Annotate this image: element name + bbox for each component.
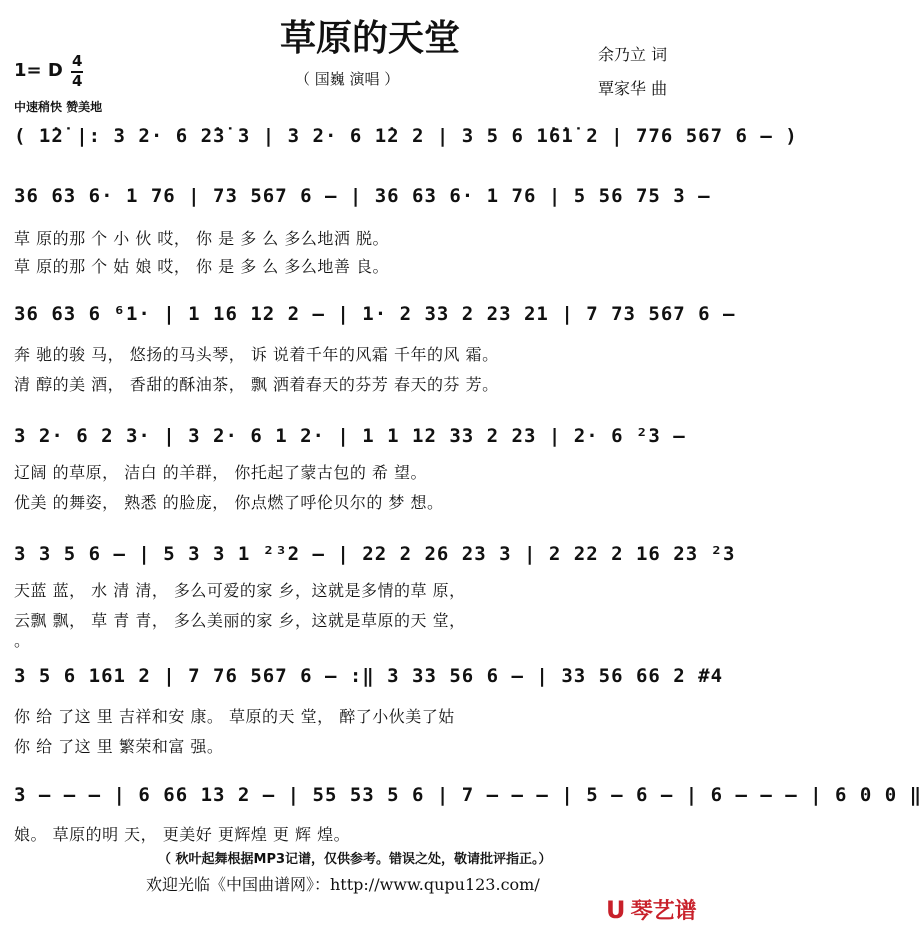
line2-notes: 36 63 6 ⁶1· | 1 16 12 2 – | 1· 2 33 2 23 21 | 7 73 567 6 – (14, 303, 736, 325)
website-credit: 欢迎光临《中国曲谱网》：http://www.qupu123.com/ (146, 875, 540, 894)
line1-lyric-verse2: 草 原的那 个 姑 娘 哎， 你 是 多 么 多么地善 良。 (14, 257, 389, 276)
line6-notes: 3 – – – | 6 66 13 2 – | 55 53 5 6 | 7 – – – | 5 – 6 – | 6 – – – | 6 0 0 ‖ (14, 784, 922, 806)
line5-continuation-mark: 。 (14, 631, 31, 650)
line3-notes: 3 2· 6 2 3· | 3 2· 6 1 2· | 1 1 12 33 2 23 | 2· 6 ²3 – (14, 425, 686, 447)
key-signature: 1= D (14, 60, 63, 81)
line5-lyric-verse1: 你 给 了这 里 吉祥和安 康。 草原的天 堂， 醉了小伙美了姑 (14, 707, 455, 726)
line4-lyric-verse1: 天蓝 蓝， 水 清 清， 多么可爱的家 乡，这就是多情的草 原， (14, 581, 466, 600)
composer-credit: 覃家华 曲 (598, 79, 668, 98)
logo-text: 琴艺谱 (630, 899, 697, 924)
line6-lyric: 娘。 草原的明 天， 更美好 更辉煌 更 辉 煌。 (14, 825, 351, 844)
line2-lyric-verse1: 奔 驰的骏 马， 悠扬的马头琴， 诉 说着千年的风霜 千年的风 霜。 (14, 345, 499, 364)
site-logo (606, 894, 697, 925)
intro-notes: ( 1̇2̇ |: 3 2· 6 2̇3̇ 3 | 3 2· 6 1̇2 2 | 3 5 6 1̇6̇1̇ 2 | 776 567 6 – ) (14, 125, 798, 147)
lyricist-credit: 余乃立 词 (598, 45, 668, 64)
line2-lyric-verse2: 清 醇的美 酒， 香甜的酥油茶， 飘 洒着春天的芬芳 春天的芬 芳。 (14, 375, 499, 394)
tempo-marking: 中速稍快 赞美地 (14, 100, 103, 114)
line3-lyric-verse1: 辽阔 的草原， 洁白 的羊群， 你托起了蒙古包的 希 望。 (14, 463, 428, 482)
line5-notes: 3 5 6 161 2 | 7 76 567 6 – :‖ 3 33 56 6 – | 33 56 66 2 #4 (14, 665, 724, 687)
singer-credit: （ 国巍 演唱 ） (295, 70, 400, 88)
line1-notes: 36 63 6· 1 76 | 73 567 6 – | 36 63 6· 1 76 | 5 56 75 3 – (14, 185, 711, 207)
logo-mark-icon: ᑌ (606, 896, 626, 924)
line5-lyric-verse2: 你 给 了这 里 繁荣和富 强。 (14, 737, 224, 756)
time-signature-top: 4 (72, 52, 83, 70)
line1-lyric-verse1: 草 原的那 个 小 伙 哎， 你 是 多 么 多么地洒 脱。 (14, 229, 389, 248)
time-signature-bottom: 4 (72, 72, 83, 90)
line3-lyric-verse2: 优美 的舞姿， 熟悉 的脸庞， 你点燃了呼伦贝尔的 梦 想。 (14, 493, 444, 512)
song-title: 草原的天堂 (279, 18, 460, 59)
line4-lyric-verse2: 云飘 飘， 草 青 青， 多么美丽的家 乡，这就是草原的天 堂， (14, 611, 466, 630)
transcription-note: （ 秋叶起舞根据MP3记谱，仅供参考。错误之处，敬请批评指正。） (158, 852, 552, 867)
line4-notes: 3 3 5 6 – | 5 3 3 1 ²³2 – | 22 2 26 23 3 | 2 22 2 16 23 ²3 (14, 543, 736, 565)
